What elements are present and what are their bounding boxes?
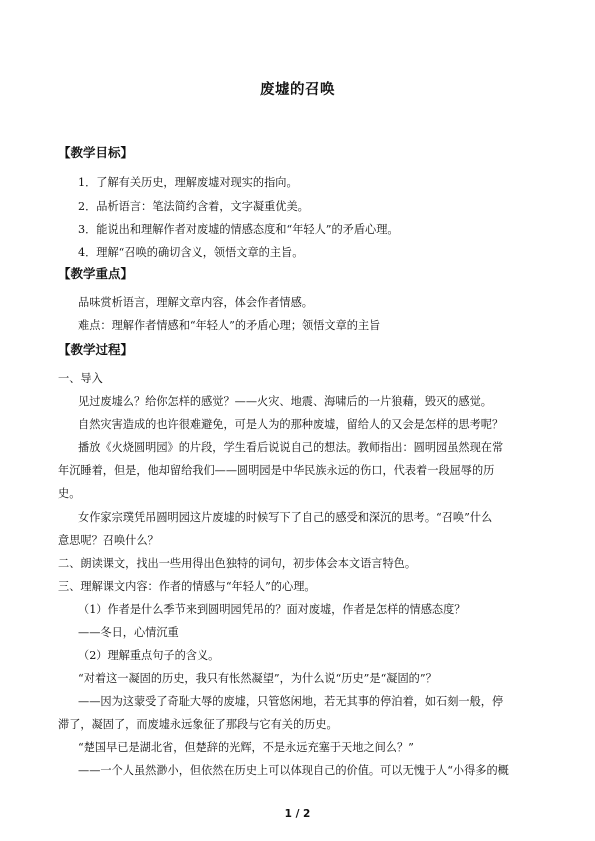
process-line: ——因为这蒙受了奇耻大辱的废墟，只管悠闲地，若无其事的停泊着，如石刻一般，停 <box>78 695 504 708</box>
process-line: 播放《火烧圆明园》的片段，学生看后说说自己的想法。教师指出：圆明园虽然现在常 <box>78 441 504 454</box>
page-title: 废墟的召唤 <box>260 82 335 98</box>
goal-item: 1．了解有关历史，理解废墟对现实的指向。 <box>78 176 298 189</box>
focus-text: 品味赏析语言，理解文章内容，体会作者情感。 <box>78 296 313 309</box>
difficulty-text: 难点：理解作者情感和“年轻人”的矛盾心理；领悟文章的主旨 <box>78 319 381 332</box>
process-line: （1）作者是什么季节来到圆明园凭吊的？面对废墟，作者是怎样的情感态度？ <box>78 603 466 616</box>
process-line: “楚国早已是湖北省，但楚辞的光辉，不是永远充塞于天地之间么？” <box>78 741 414 754</box>
process-line: ——一个人虽然渺小，但依然在历史上可以体现自己的价值。可以无愧于人“小得多的概 <box>78 764 509 777</box>
focus-heading: 【教学重点】 <box>58 266 134 281</box>
process-line: 意思呢？召唤什么？ <box>58 534 159 547</box>
goal-item: 4．理解“召唤的确切含义，领悟文章的主旨。 <box>78 246 304 259</box>
process-line: 女作家宗璞凭吊圆明园这片废墟的时候写下了自己的感受和深沉的思考。“召唤”什么 <box>78 511 493 524</box>
goal-item: 2．品析语言：笔法简约含着，文字凝重优美。 <box>78 200 309 213</box>
process-line: 一、导入 <box>58 372 103 385</box>
process-line: 三、理解课文内容：作者的情感与“年轻人”的心理。 <box>58 580 316 593</box>
process-line: （2）理解重点句子的含义。 <box>78 649 220 662</box>
process-line: 年沉睡着，但是，他却留给我们——圆明园是中华民族永远的伤口，代表着一段屈辱的历 <box>58 464 495 477</box>
process-line: 史。 <box>58 487 81 500</box>
process-line: 自然灾害造成的也许很难避免，可是人为的那种废墟，留给人的又会是怎样的思考呢？ <box>78 418 504 431</box>
process-line: 二、朗读课文，找出一些用得出色独特的词句，初步体会本文语言特色。 <box>58 557 417 570</box>
process-line: 见过废墟么？给你怎样的感觉？——火灾、地震、海啸后的一片狼藉，毁灭的感觉。 <box>78 395 492 408</box>
page-number: 1 / 2 <box>284 808 311 820</box>
process-line: ——冬日，心情沉重 <box>78 626 179 639</box>
goal-item: 3．能说出和理解作者对废墟的情感态度和“年轻人”的矛盾心理。 <box>78 223 399 236</box>
process-heading: 【教学过程】 <box>58 342 134 357</box>
process-line: 滞了，凝固了，而废墟永远象征了那段与它有关的历史。 <box>58 718 338 731</box>
process-line: “对着这一凝固的历史，我只有怅然凝望”，为什么说“历史”是“凝固的”？ <box>78 672 437 685</box>
goals-heading: 【教学目标】 <box>58 145 134 160</box>
